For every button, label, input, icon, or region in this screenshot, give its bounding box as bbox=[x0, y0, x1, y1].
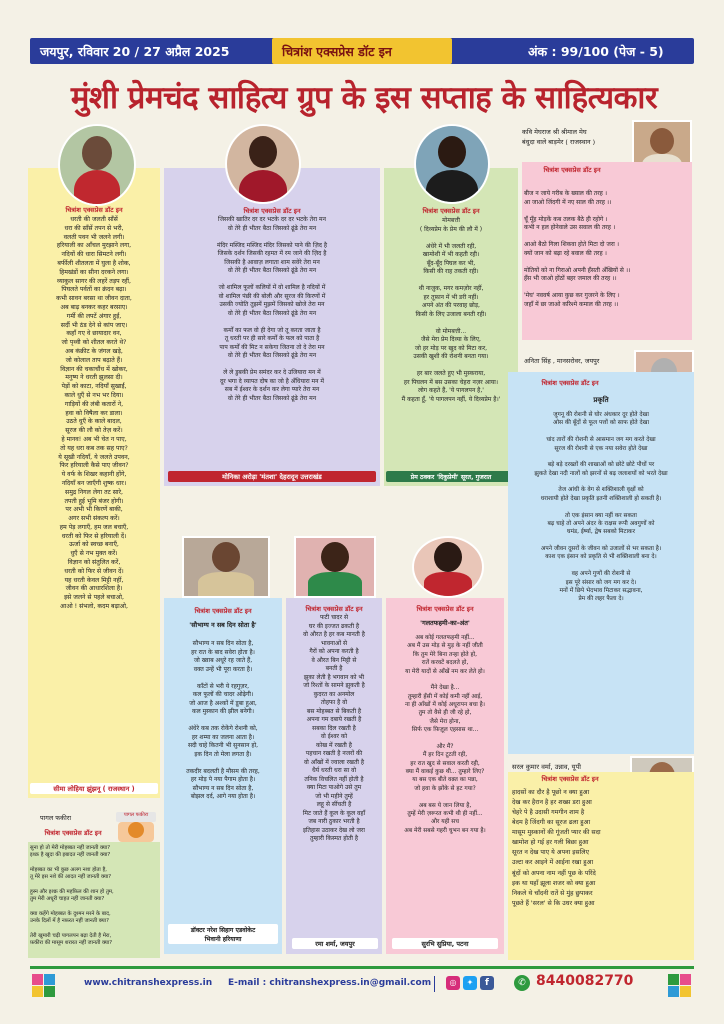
col8-caption: सरल कुमार वर्मा, उन्नाव, यूपी bbox=[512, 763, 581, 771]
col6-tag: चित्रांश एक्सप्रेस डॉट इन bbox=[305, 605, 363, 613]
headline: मुंशी प्रेमचंद साहित्य ग्रुप के इस सप्ताह के साहित्यकार bbox=[70, 80, 658, 116]
col1-photo bbox=[58, 124, 136, 206]
instagram-icon[interactable]: ◎ bbox=[446, 976, 460, 990]
header-issue: अंक : 99/100 (पेज - 5) bbox=[528, 44, 664, 59]
col2-photo bbox=[225, 124, 301, 204]
col6-author: रमा शर्मा, जयपुर bbox=[292, 938, 378, 949]
col4b-poem: जुगनू की रोशनी से घोर अंधकार दूर होते देखा ओस की बूँदों से फूल पत्तों को साफ होते देखा चांद तारों की रोशनी से आसमान जग मग करते देखा सूरज की रोशनी से एक नया सवेरा होते देखा बड़े बड़े दरख्तों की शाखाओं को छोटे छोटे पौधों पर झुकते देखा नदी नालों को झरनों से बढ़ जलाशयों को भरते देखा तेज आंधी के वेग से शक्तिशाली वृक्षों को धराशायी होते देखा प्रकृति इतनी शक्तिशाली हो सकती है। तो एक इंसान क्या नहीं कर सकता बढ़ चाहे तो अपने अंदर के राक्षस रूपी अवगुणों को घमंड, ईर्ष्या, द्वेष सबको मिटाकर अपने जीवन दूसरों के जीवन को उजालों से भर सकता है। काश एक इंसान को प्रकृति से भी शक्तिशाली बना दे। वह अपने गुणों की रोशनी से इस पूरे संसार को जग मग कर दे। मनों में छिपे भेदभाव मिटाकर सद्भावना, प्रेम की लहर फैला दे। bbox=[534, 412, 668, 603]
footer-website[interactable]: www.chitranshexpress.in bbox=[84, 978, 213, 988]
col9-poem: सुना हो तो मेरी मोहब्बत नहीं जानती क्या? इश्क़ है खुदा की इबादत नहीं जानती क्या? मोहब्बत का भी कुछ अलग नशा होता है, तू मेरे इस नशे की आदत नहीं जानती क्या? हुस्न और इश्क़ की महफ़िल की शान हो तुम, तुम मेरी अधूरी चाहत नहीं जानती क्या? क्या कहेंगे मोहब्बत के दुश्मन मरने के बाद, उनके दिलों में है नफ़रत नहीं जानती क्या? तेरी खुमारी चढ़ी पागलपन बढ़ा देती है मेरा, फ़कीरा की मासूम शरारत नहीं जानती क्या? bbox=[30, 845, 114, 946]
col7-tag: चित्रांश एक्सप्रेस डॉट इन bbox=[416, 605, 474, 613]
col2-poem: जिसकी खातिर दर दर भटके दर दर भटके तेरा मन वो तेरे ही भीतर बैठा जिसको ढूंढे तेरा मन मंदिर मस्जिद मस्जिद मंदिर जिसको पाने की ज़िद है जिसके दर्शन जिसकी रहमत में रम जाने की ज़िद है जिसकी है आवाज़ लगाता शाम सवेरे तेरा मन वो तेरे ही भीतर बैठा जिसको ढूंढे तेरा मन जो शामिल फूलों कलियों में वो शामिल है नदियों में वो शामिल पंछी की बोली और सूरज की किरणों में उसकी ज्योति तुझमें मुझमें जिसको खोजे तेरा मन वो तेरे ही भीतर बैठा जिसको ढूंढे तेरा मन कर्मों का फल वो ही देगा जो तू करता जाता है तू धरती पर ही सारे कर्मों के फल को पाता है पाप कर्मों की मिट न सकेगा जितना तो दे तेरा मन वो तेरे ही भीतर बैठा जिसको ढूंढे तेरा मन ले ले डुबकी प्रेम समंदर कर दे उजियारा मन में दूर भगा दे व्यापत दोष का जो है अँधियारा मन में सब में ईश्वर के दर्शन कर लेगा प्यारे तेरा मन वो तेरे ही भीतर बैठा जिसको ढूंढे तेरा मन bbox=[216, 216, 328, 402]
col5-author: डॉक्टर नरेश सिहाग एडवोकेट भिवानी हरियाणा bbox=[168, 924, 278, 944]
footer-divider bbox=[434, 976, 435, 992]
col4b-caption: अनिता सिंह , मानसरोवर, जयपुर bbox=[524, 357, 600, 365]
col2-author: मोनिका अरोड़ा 'मंतशा' देहरादून उत्तराखंड bbox=[168, 471, 376, 482]
twitter-icon[interactable]: ✦ bbox=[463, 976, 477, 990]
footer-corner-left bbox=[32, 974, 56, 998]
col4-poem: बीज न जाये गरीब के ख्याल की तरह । आ जाओ जिंदगी में नए साल की तरह ।। चूँ मूँह मोड़कें कब तलक बैठे ही रहोगे । कभी न हल होनेवाले उस सवाल की तरह । आओ बैठो गिला शिकवा होते मिटा दो जरा । क्यों जान को बढ़ा रहे बवाल की तरह । मोतियों को ना गिराओ अपनी हँसती अँखियों से ।। हँस भी जाओ होंठों बहर जमाल की तरह ।। 'मेघ' नववर्ष आया कुछ कर गुजरने के लिए । जहाँ में छा जाओ करिश्मे कमाल की तरह ।। bbox=[524, 190, 631, 308]
col8-poem: हादसों का दौर है पूछो न क्या हुआ देख कर हैरान है हर शख्स डरा हुआ चेहरे पे है उदासी गमगीन शाम है बेदम है जिंदगी का सूरज ढला हुआ मासूम मुस्कानों की गूंजती प्यार की सदा खामोश हो गई हर गली बिछा हुआ सूरत न देख पाए ये अपना इसलिए उल्टा कर आइने में आईना रखा हुआ बूंदों को अपना नाम नहीं पूछ के परिंदे इक था यहाँ झूला शजर को क्या हुआ निकले थे चाँदनी रातें से मुंह छुपाकर पूछते हैं 'सरल' से कि उधर क्या हुआ bbox=[512, 789, 601, 907]
col3-tag: चित्रांश एक्सप्रेस डॉट इन bbox=[422, 207, 480, 215]
col6-poem: फटी चादर से घर की इज्जत ढकती है वो औरत है हर कब मानती है भावनाओं से गैरों को अपना करती है वे औरत बिन मिट्टी से बनती है झुका लेती है भगवान को भी जो रिश्तों के सामने झुकती है कुदरत का अनमोल तोहफा है वो बस मोहब्बत से बिकती है अपना गम दबाये रखती है सबका दिल रखती है वो ईश्वर को कोख में रखती है पहचान रखती है नजरों की वो आँखों में ज्वाला रखती है धैर्य धरती धरा सा वो तनिक विचलित नहीं होती है क्या मिटा पाओगे उसे तुम जो भी महीने तुम्हें लहू से सींचती है मिट जाते हैं कूल के कूल वहाँ जब नारी ठुकार भरती है इतिहास उठाकर देख लो जरा तुम्हारी किस्मत होती है bbox=[302, 614, 366, 843]
header-brand: चित्रांश एक्सप्रेस डॉट इन bbox=[282, 44, 392, 59]
col1-author: सीमा लोहिया झुंझनू ( राजस्थान ) bbox=[30, 783, 158, 794]
col9-caption: पागल फकीरा bbox=[40, 814, 72, 822]
col5-tag: चित्रांश एक्सप्रेस डॉट इन bbox=[194, 607, 252, 615]
col5-poem: सौभाग्य न सब दिन सोता है, हर रात के बाद सवेरा होता है। जो ख्वाब अधूरे रह जाते हैं, वक्त उन्हें भी पूरा करता है। काँटों से भरी ये रहगुज़र, कल फूलों की चादर ओढ़ेगी। जो आज है अश्कों में डूबा हुआ, कल मुस्कान की झील बनेगी। अंधेरे कब तक रोकेंगे रोशनी को, हर शम्मा का जलना आता है। सदी चाहे कितनी भी सुनसान हो, इक दिन तो मेला लगता है। तकदीर बदलती है मौसम की तरह, हर मोड़ पे नया पैगाम होता है। सौभाग्य न सब दिन सोता है, बोझल दर्द, आगे नया होता है। bbox=[186, 640, 260, 801]
col7-author: सुरभि सुप्रिया, पटना bbox=[392, 938, 498, 949]
col3-poem: मोमबत्ती ( दिव्यप्रेम के प्रेम की लौ में ) अंधेरे में भी जलती रही, खामोशी में भी कहती रही। बूँद-बूँद पिघल कर भी, किसी की राह तकती रही। थी नाज़ुक, मगर कमज़ोर नहीं, हर तूफ़ान में भी डरी नहीं। अपने अंत की परवाह छोड़, किसी के लिए उजाला बनती रही। वो मोमबत्ती... जैसे मेरा प्रेम दिव्या के लिए, जो हर मोड़ पर खुद को मिटा कर, उसकी खुशी की रोशनी बनता गया। हर बार जलते हुए भी मुस्कराया, हर पिघलन में बस उसका चेहरा नज़र आया। लोग कहते हैं, 'ये पागलपन है,' मैं कहता हूँ, 'ये पागलपन नहीं, ये दिव्यप्रेम है।' bbox=[401, 217, 501, 403]
col4-caption: कवि मेघराज श्री श्रीमाल मेघ बंधुदा वाले बाड़मेर ( राजस्थान ) bbox=[522, 128, 596, 146]
whatsapp-icon[interactable]: ✆ bbox=[514, 975, 530, 991]
col6-photo bbox=[294, 536, 376, 598]
col1-tag: चित्रांश एक्सप्रेस डॉट इन bbox=[65, 206, 123, 214]
col3-photo bbox=[414, 124, 490, 204]
header-date: जयपुर, रविवार 20 / 27 अप्रैल 2025 bbox=[40, 44, 230, 59]
footer-rule bbox=[30, 966, 694, 969]
col7-photo bbox=[412, 536, 484, 598]
col2-tag: चित्रांश एक्सप्रेस डॉट इन bbox=[243, 207, 301, 215]
col3-author: प्रेम ठक्कर 'दिकुप्रेमी' सूरत, गुजरात bbox=[386, 471, 516, 482]
col9-badge: पागल फकीरा bbox=[116, 812, 156, 822]
col7-title: 'गलतफहमी-का-अंत' bbox=[420, 619, 470, 627]
col4-tag: चित्रांश एक्सप्रेस डॉट इन bbox=[543, 166, 601, 174]
col9-photo bbox=[118, 822, 154, 842]
col8-tag: चित्रांश एक्सप्रेस डॉट इन bbox=[541, 775, 599, 783]
col1-poem: धरती की जलती साँसें धरा की साँसें तपन से भरी, वलती पवन भी जलने लगी। हरियाली का आँचल मुरझाने लगा, नदियों की धारा सिमटने लगी। बर्फीली शीतलता में घुला है शोक, हिमखंडों का सीना दरकने लगा। व्याकुल सागर की लहरें तड़प रहीं, पिघलते पर्वतों का क्रंदन बढ़ा। कभी सावन बरसा था जीवन दाता, अब बाढ़ बनकर कहर बरसाए। गर्मी की लपटें अंगार हुईं, सर्दी भी ठंड देने से कांप जाए। कहाँ गए वे छायादार वन, जो पृथ्वी को शीतल करते थे? अब कंक्रीट के जंगल खड़े, जो कोलाल ताप बढ़ाते हैं। विज्ञान की चकाचौंध में खोकर, मनुष्य ने धरती झुलसा दी। पेड़ों को काटा, नदियाँ सुखाईं, काले धुएँ से नभ भर दिया। गाड़ियों की लंबी कतारों ने, हवा को विषैला कर डाला। उठते धुएँ के काले बादल, सूरज की लौ को तेज़ करें। हे मानव! अब भी चेत न पाए, तो यह धरा कब तक सह पाए? ये सूखी नदियाँ, ये जलते उपवन, फिर हरियाली कैसे पाए जीवन? ये वर्फ के शिखर कहानी होंगे, नदियाँ बन जाएँगी शुष्क धार। समुद्र निगल लेगा तट सारे, तपती हुई भूमि बंजर होगी। पर अभी भी किरणें बाकी, अगर सभी संकल्प करें। हम पेड़ लगाएँ, हम जल बचाएँ, धरती को फिर से हरियाली दें। ऊर्जा को स्वच्छ बनाएँ, धुएँ से नभ मुक्त करें। विज्ञान को संतुलित करें, धरती को फिर से जीवन दें। यह धरती केवल मिट्टी नहीं, जीवन की आधारशिला है। इसे जलने से पहले बचाओ, आओ ! संभलो, कदम बढ़ाओ, bbox=[56, 216, 132, 611]
col4b-tag: चित्रांश एक्सप्रेस डॉट इन bbox=[541, 379, 599, 387]
col5-photo bbox=[182, 536, 270, 598]
footer-email[interactable]: E-mail : chitranshexpress.in@gmail.com bbox=[228, 978, 432, 988]
col7-poem: अब कोई गलतफहमी नहीं... अब मैं उस मोड़ से मुड़ के नहीं जीती कि तुम मेरे बिना तन्हा होते हो, रातें करवटें बदलते हो, या मेरी यादों से आँखें नम कर लेते हो। मैंने देखा है... तुम्हारी हँसी में कोई कमी नहीं आई, ना ही आँखों में कोई अधूरापन बचा है। तुम तो वैसे ही जी रहे हो, जैसे मेरा होना, सिर्फ एक फ़िज़ूल एहसास था... और मैं? मैं हर दिन टूटती रही, हर रात खुद से सवाल करती रही, क्या मैं वाकई कुछ थी... तुम्हारे लिए? या बस एक बीते वक़्त का पन्ना, जो हवा के झोंके से हट गया? अब बस ये जान लिया है, तुम्हें मेरी ज़रूरत कभी थी ही नहीं... और यही सच अब मेरी सबसे गहरी चुभन बन गया है। bbox=[404, 635, 486, 834]
col4b-title: प्रकृति bbox=[593, 396, 609, 404]
footer-corner-right bbox=[668, 974, 692, 998]
col9-tag: चित्रांश एक्सप्रेस डॉट इन bbox=[44, 829, 102, 837]
col5-title: 'सौभाग्य न सब दिन सोता है' bbox=[189, 621, 257, 629]
facebook-icon[interactable]: f bbox=[480, 976, 494, 990]
footer-phone[interactable]: 8440082770 bbox=[536, 973, 634, 989]
